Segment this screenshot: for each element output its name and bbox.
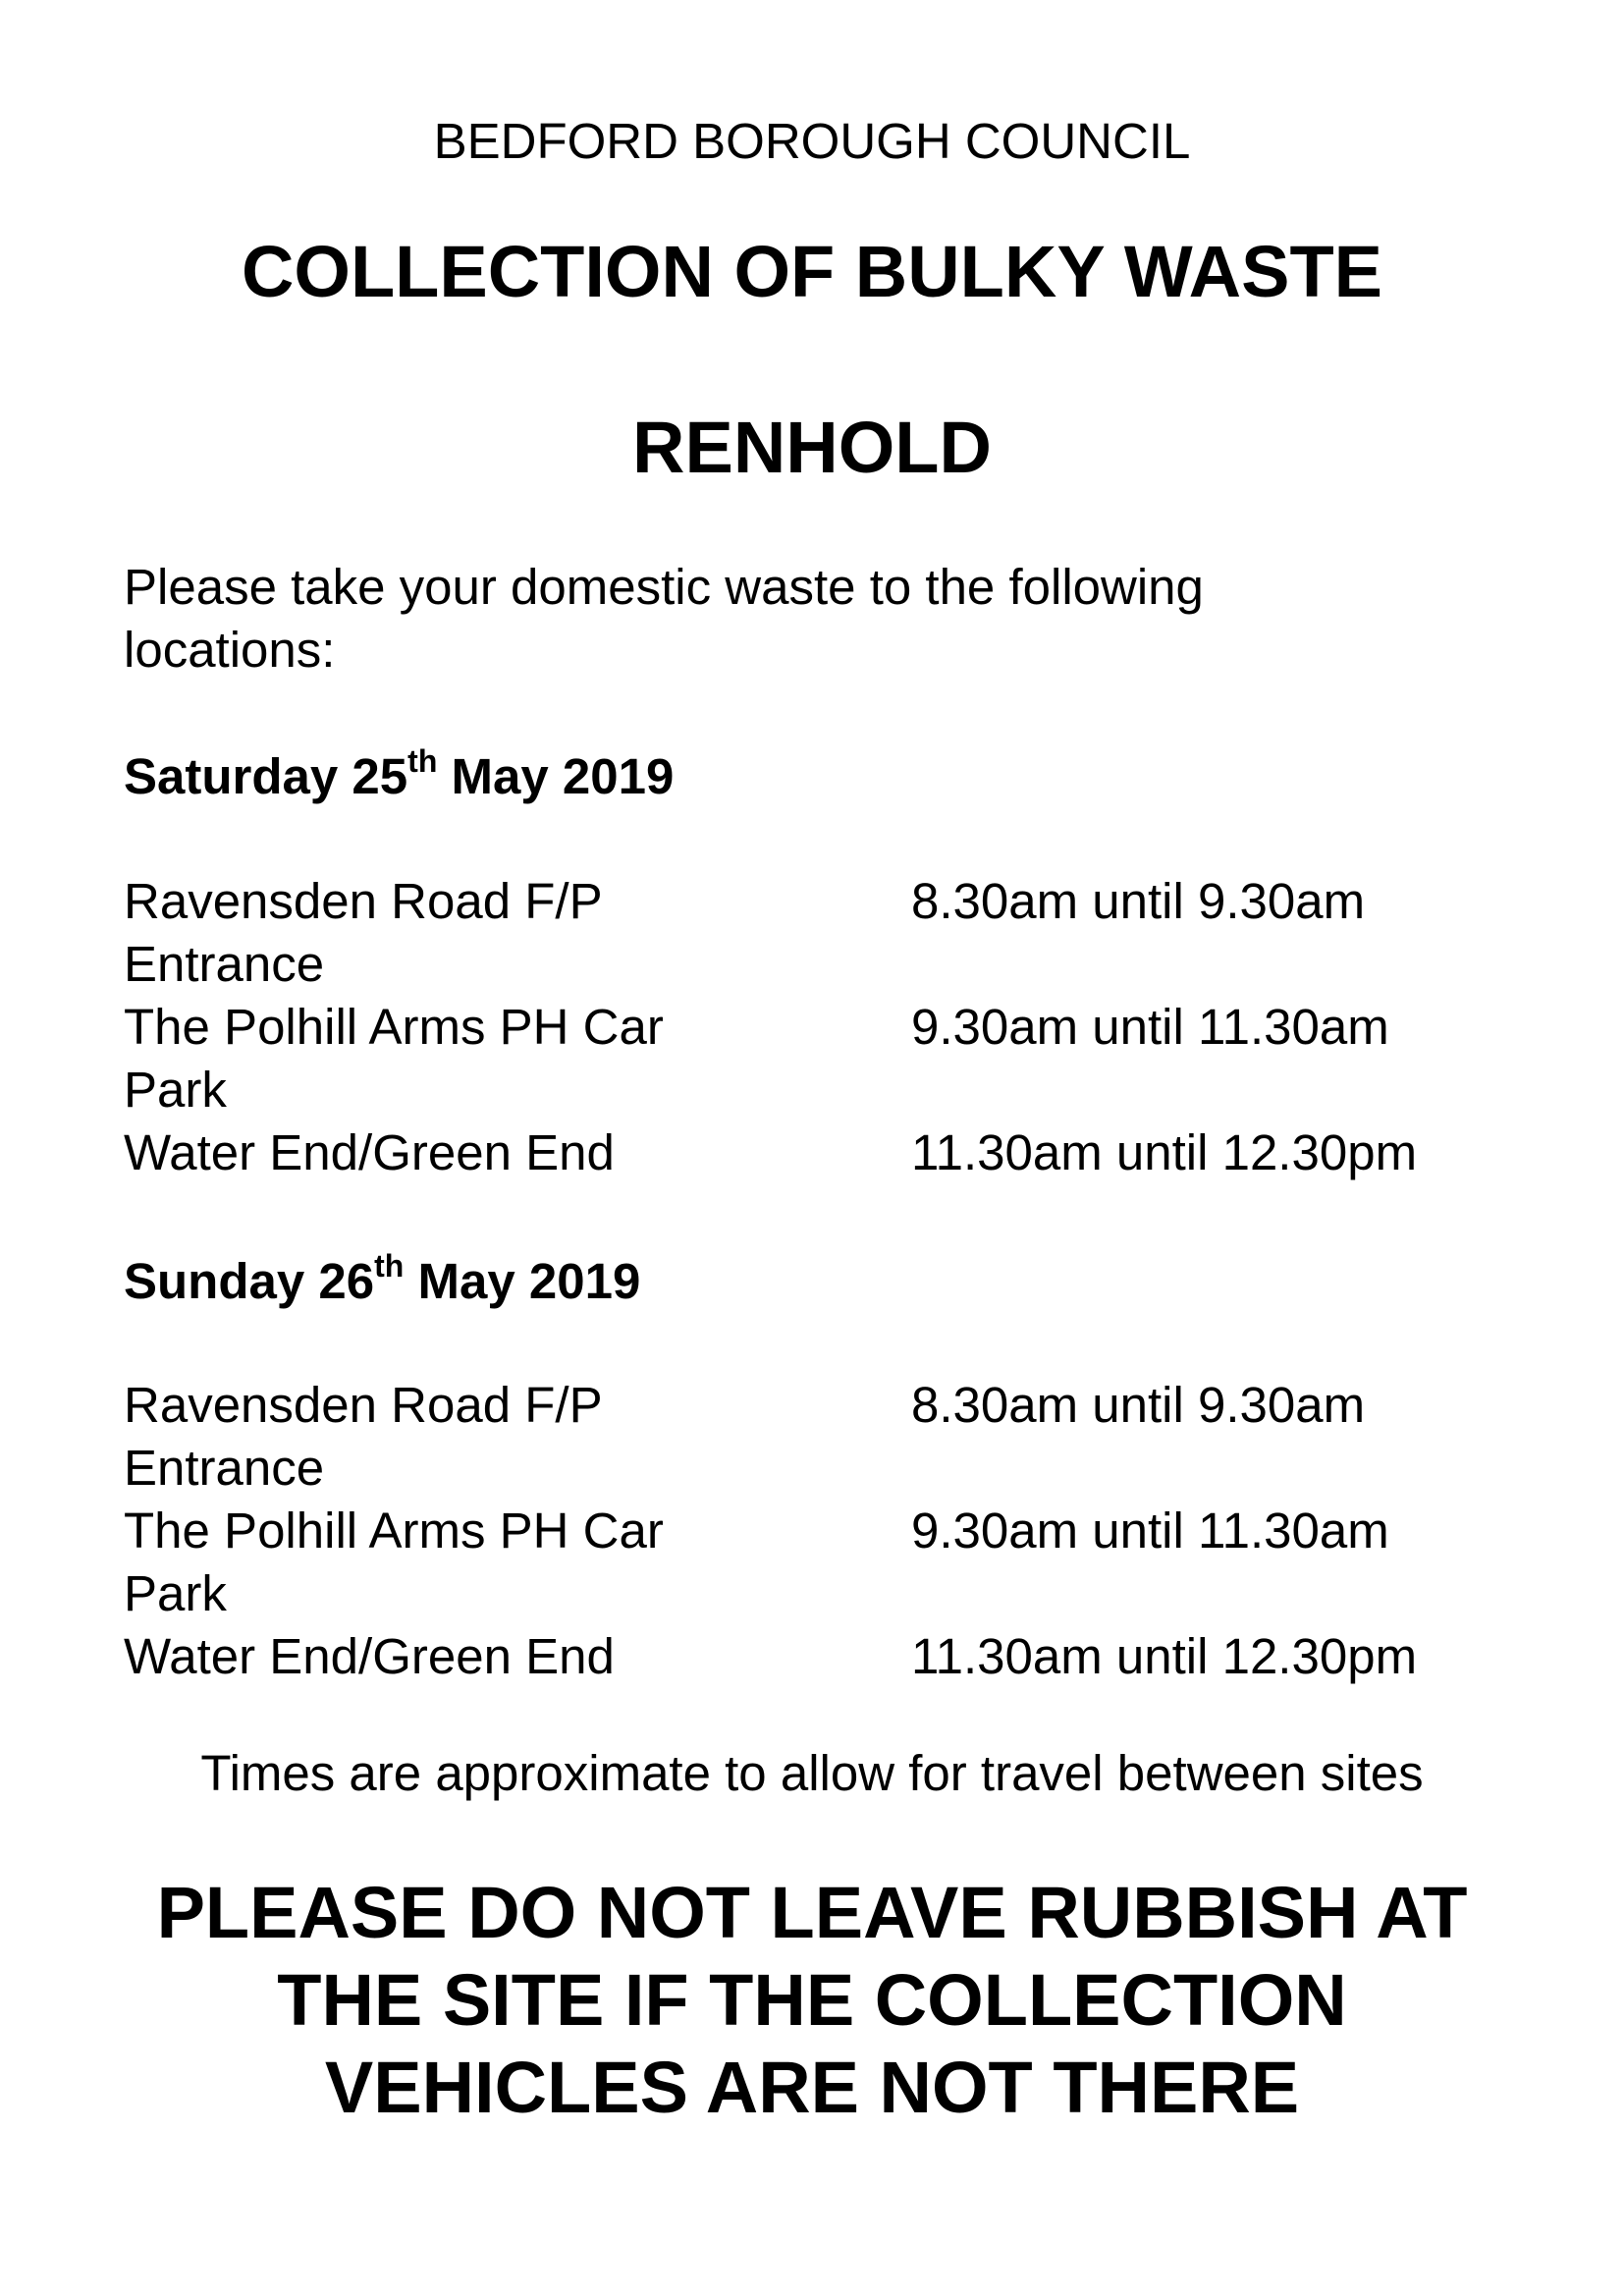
day-heading-suffix: th xyxy=(407,743,438,779)
schedule-time: 9.30am until 11.30am xyxy=(911,1503,1389,1558)
schedule-time: 9.30am until 11.30am xyxy=(911,999,1389,1055)
schedule-location: Ravensden Road F/P Entrance xyxy=(124,1377,602,1496)
warning-line: VEHICLES ARE NOT THERE xyxy=(324,2047,1300,2128)
day-heading-suffix: th xyxy=(374,1248,405,1284)
day-heading-month-year: May 2019 xyxy=(451,748,675,804)
approximate-times-note: Times are approximate to allow for travel between sites xyxy=(200,1745,1424,1801)
document-title: COLLECTION OF BULKY WASTE xyxy=(241,231,1383,312)
warning-line: THE SITE IF THE COLLECTION xyxy=(277,1959,1347,2041)
day-heading-date: Saturday 25 xyxy=(124,748,408,804)
schedule-location: The Polhill Arms PH Car Park xyxy=(124,999,664,1118)
schedule-location: The Polhill Arms PH Car Park xyxy=(124,1503,664,1621)
council-name: BEDFORD BOROUGH COUNCIL xyxy=(433,113,1191,169)
schedule-location: Water End/Green End xyxy=(124,1124,615,1180)
schedule-time: 8.30am until 9.30am xyxy=(911,873,1366,929)
day-heading-month-year: May 2019 xyxy=(417,1253,641,1309)
day-heading-sunday xyxy=(124,1248,641,1310)
day-heading-date: Sunday 26 xyxy=(124,1253,375,1309)
intro-text: Please take your domestic waste to the following locations: xyxy=(124,559,1204,678)
place-name: RENHOLD xyxy=(632,407,992,488)
schedule-time: 8.30am until 9.30am xyxy=(911,1377,1366,1433)
warning-message xyxy=(0,1869,1624,2131)
schedule-location: Water End/Green End xyxy=(124,1628,615,1684)
day-heading-saturday xyxy=(124,743,675,805)
schedule-time: 11.30am until 12.30pm xyxy=(911,1124,1418,1180)
schedule-time: 11.30am until 12.30pm xyxy=(911,1628,1418,1684)
warning-line: PLEASE DO NOT LEAVE RUBBISH AT xyxy=(156,1872,1468,1953)
schedule-location: Ravensden Road F/P Entrance xyxy=(124,873,602,992)
